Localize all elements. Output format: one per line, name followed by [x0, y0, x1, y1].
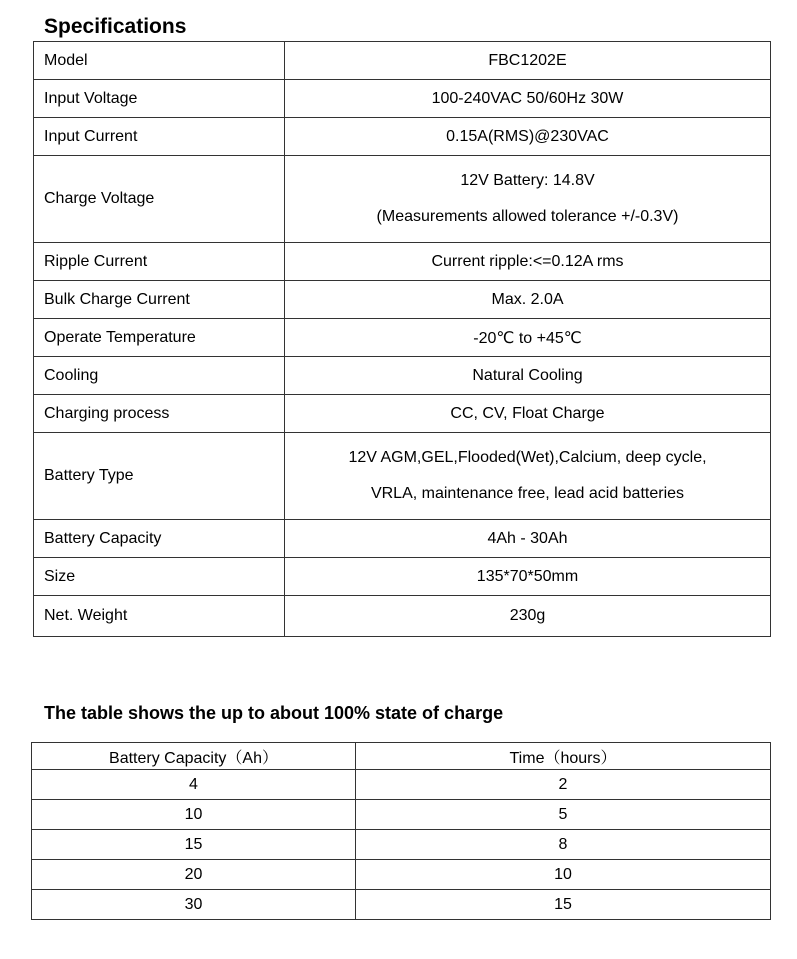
spec-row	[34, 80, 771, 118]
time-cell: 15	[356, 890, 771, 920]
spec-value	[285, 156, 771, 243]
time-cell: 8	[356, 830, 771, 860]
spec-value-line: Natural Cooling	[472, 366, 583, 384]
spec-row	[34, 243, 771, 281]
spec-value-line: 135*70*50mm	[476, 567, 579, 585]
spec-value	[285, 558, 771, 596]
spec-row	[34, 319, 771, 357]
spec-row	[34, 156, 771, 243]
spec-value	[285, 118, 771, 156]
spec-row	[34, 558, 771, 596]
spec-value	[285, 395, 771, 433]
spec-value-line: (Measurements allowed tolerance +/-0.3V)	[376, 208, 679, 225]
header-battery-capacity: Battery Capacity（Ah）	[32, 743, 356, 770]
spec-value	[285, 243, 771, 281]
spec-label: Battery Capacity	[34, 520, 285, 558]
table-row	[32, 800, 771, 830]
table-row	[32, 770, 771, 800]
specifications-title: Specifications	[44, 15, 187, 38]
header-time: Time（hours）	[356, 743, 771, 770]
spec-row	[34, 118, 771, 156]
spec-value-line: FBC1202E	[488, 51, 567, 69]
charge-time-table	[31, 742, 771, 920]
spec-value-line: -20℃ to +45℃	[473, 329, 582, 347]
spec-value	[285, 42, 771, 80]
spec-value	[285, 281, 771, 319]
spec-row	[34, 357, 771, 395]
charge-table-header-row	[32, 743, 771, 770]
spec-value-line: CC, CV, Float Charge	[450, 404, 605, 422]
spec-label: Ripple Current	[34, 243, 285, 281]
spec-row	[34, 281, 771, 319]
time-cell: 5	[356, 800, 771, 830]
time-cell: 2	[356, 770, 771, 800]
spec-label: Charge Voltage	[34, 156, 285, 243]
spec-row	[34, 395, 771, 433]
spec-value-line: 12V AGM,GEL,Flooded(Wet),Calcium, deep cycle,	[348, 449, 707, 466]
spec-label: Bulk Charge Current	[34, 281, 285, 319]
spec-value	[285, 596, 771, 637]
capacity-cell: 30	[32, 890, 356, 920]
spec-value-line: 12V Battery: 14.8V	[460, 172, 595, 189]
table-row	[32, 830, 771, 860]
spec-value-line: 230g	[509, 607, 546, 624]
spec-label: Charging process	[34, 395, 285, 433]
capacity-cell: 20	[32, 860, 356, 890]
capacity-cell: 10	[32, 800, 356, 830]
spec-label: Net. Weight	[34, 596, 285, 637]
spec-label: Operate Temperature	[34, 319, 285, 357]
spec-label: Battery Type	[34, 433, 285, 520]
spec-value-line: Current ripple:<=0.12A rms	[431, 252, 624, 270]
spec-value-line: Max. 2.0A	[491, 290, 564, 308]
spec-value	[285, 520, 771, 558]
spec-row	[34, 433, 771, 520]
spec-value	[285, 80, 771, 118]
table-row	[32, 860, 771, 890]
specifications-table	[33, 41, 771, 637]
spec-value	[285, 433, 771, 520]
spec-label: Input Voltage	[34, 80, 285, 118]
spec-label: Cooling	[34, 357, 285, 395]
spec-row	[34, 520, 771, 558]
spec-label: Model	[34, 42, 285, 80]
spec-row	[34, 42, 771, 80]
charge-table-title: The table shows the up to about 100% state of charge	[44, 703, 504, 723]
spec-row	[34, 596, 771, 637]
capacity-cell: 4	[32, 770, 356, 800]
spec-label: Input Current	[34, 118, 285, 156]
spec-value-line: VRLA, maintenance free, lead acid batteries	[370, 485, 685, 502]
table-row	[32, 890, 771, 920]
spec-value-line: 4Ah - 30Ah	[487, 529, 568, 547]
spec-value	[285, 357, 771, 395]
capacity-cell: 15	[32, 830, 356, 860]
charge-table-header	[32, 743, 771, 770]
specifications-table-body	[34, 42, 771, 637]
spec-label: Size	[34, 558, 285, 596]
time-cell: 10	[356, 860, 771, 890]
charge-table-body	[32, 770, 771, 920]
spec-value-line: 100-240VAC 50/60Hz 30W	[431, 89, 624, 107]
spec-value	[285, 319, 771, 357]
spec-value-line: 0.15A(RMS)@230VAC	[446, 127, 609, 145]
